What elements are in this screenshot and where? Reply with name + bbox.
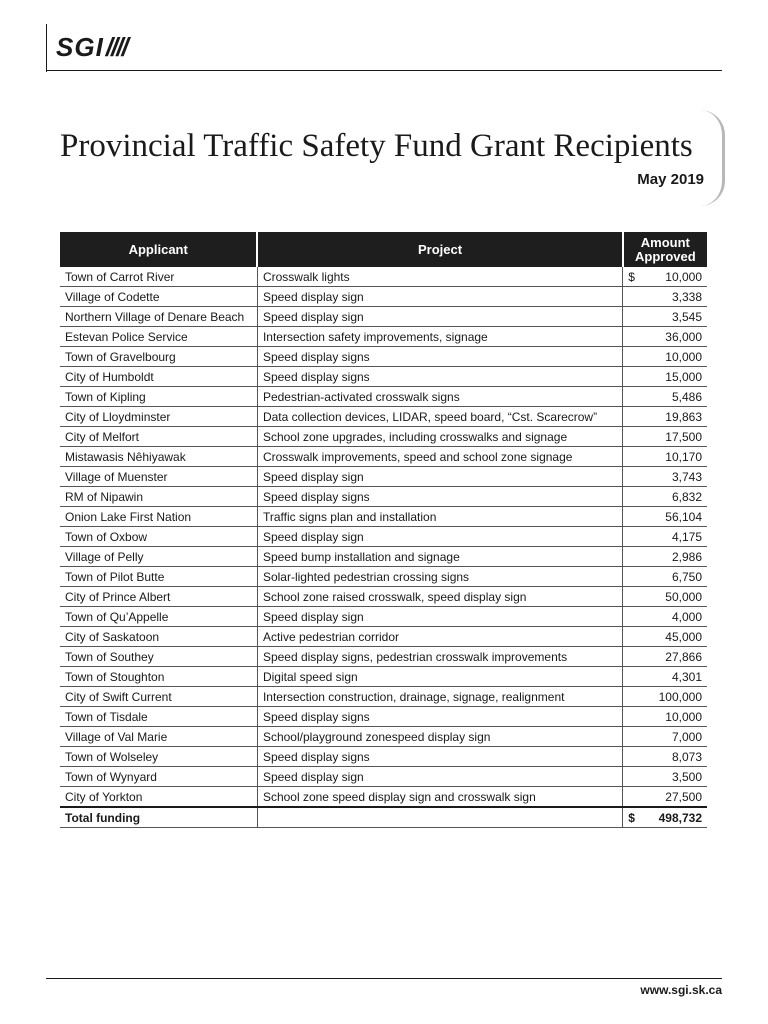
cell-project: Speed display sign — [257, 607, 622, 627]
table-row — [60, 687, 707, 707]
cell-project: Crosswalk improvements, speed and school zone signage — [257, 447, 622, 467]
table-row — [60, 387, 707, 407]
cell-amount: 27,500 — [623, 787, 707, 808]
table-row — [60, 567, 707, 587]
table-row — [60, 667, 707, 687]
cell-applicant: Town of Oxbow — [60, 527, 257, 547]
cell-applicant: Onion Lake First Nation — [60, 507, 257, 527]
header-amount-line: Approved — [635, 248, 696, 264]
table-row — [60, 747, 707, 767]
table-row — [60, 647, 707, 667]
cell-project: Traffic signs plan and installation — [257, 507, 622, 527]
cell-applicant: City of Saskatoon — [60, 627, 257, 647]
cell-amount: 4,000 — [623, 607, 707, 627]
currency-symbol: $ — [628, 810, 635, 825]
footer-url: www.sgi.sk.ca — [640, 983, 722, 997]
cell-applicant: City of Yorkton — [60, 787, 257, 808]
cell-applicant: Estevan Police Service — [60, 327, 257, 347]
header-rule — [46, 70, 722, 71]
cell-amount: 50,000 — [623, 587, 707, 607]
cell-project: Speed display signs — [257, 347, 622, 367]
cell-amount: 3,500 — [623, 767, 707, 787]
cell-amount — [623, 267, 707, 287]
cell-project: School zone raised crosswalk, speed display sign — [257, 587, 622, 607]
cell-applicant: Town of Stoughton — [60, 667, 257, 687]
cell-project: Intersection safety improvements, signage — [257, 327, 622, 347]
table-row — [60, 547, 707, 567]
cell-applicant: Town of Gravelbourg — [60, 347, 257, 367]
total-amount-value: 498,732 — [658, 810, 702, 825]
cell-amount: 5,486 — [623, 387, 707, 407]
cell-applicant: Town of Kipling — [60, 387, 257, 407]
cell-applicant: Town of Carrot River — [60, 267, 257, 287]
cell-applicant: Town of Wynyard — [60, 767, 257, 787]
cell-project: Speed display sign — [257, 307, 622, 327]
cell-amount: 2,986 — [623, 547, 707, 567]
cell-amount: 36,000 — [623, 327, 707, 347]
cell-amount: 4,175 — [623, 527, 707, 547]
cell-project: School/playground zonespeed display sign — [257, 727, 622, 747]
header-project: Project — [257, 232, 622, 267]
cell-project: Intersection construction, drainage, signage, realignment — [257, 687, 622, 707]
cell-applicant: Northern Village of Denare Beach — [60, 307, 257, 327]
cell-applicant: City of Swift Current — [60, 687, 257, 707]
cell-applicant: Town of Southey — [60, 647, 257, 667]
cell-project: Crosswalk lights — [257, 267, 622, 287]
cell-amount: 56,104 — [623, 507, 707, 527]
cell-amount: 10,000 — [623, 347, 707, 367]
cell-project: Speed bump installation and signage — [257, 547, 622, 567]
cell-project: Speed display signs — [257, 487, 622, 507]
cell-project: Solar-lighted pedestrian crossing signs — [257, 567, 622, 587]
total-amount-with-currency — [628, 811, 702, 825]
cell-amount: 3,338 — [623, 287, 707, 307]
cell-amount: 19,863 — [623, 407, 707, 427]
total-row — [60, 807, 707, 828]
table-row — [60, 347, 707, 367]
cell-applicant: Town of Qu’Appelle — [60, 607, 257, 627]
table-row — [60, 447, 707, 467]
cell-amount: 4,301 — [623, 667, 707, 687]
table-row — [60, 327, 707, 347]
table-header-row — [60, 232, 707, 267]
cell-project: Pedestrian-activated crosswalk signs — [257, 387, 622, 407]
cell-amount: 8,073 — [623, 747, 707, 767]
table-row — [60, 767, 707, 787]
cell-project: Speed display sign — [257, 527, 622, 547]
amount-value: 10,000 — [665, 269, 702, 284]
cell-project: Digital speed sign — [257, 667, 622, 687]
logo-divider — [46, 24, 47, 72]
cell-applicant: Village of Val Marie — [60, 727, 257, 747]
logo-slashes: //// — [105, 32, 127, 62]
page-title: Provincial Traffic Safety Fund Grant Recipients — [60, 128, 693, 164]
cell-applicant: Village of Pelly — [60, 547, 257, 567]
currency-symbol: $ — [628, 269, 635, 284]
table-row — [60, 467, 707, 487]
cell-project: Speed display sign — [257, 767, 622, 787]
cell-applicant: Village of Muenster — [60, 467, 257, 487]
cell-amount: 7,000 — [623, 727, 707, 747]
cell-project: Speed display signs — [257, 707, 622, 727]
cell-applicant: City of Lloydminster — [60, 407, 257, 427]
table-row — [60, 487, 707, 507]
table-row — [60, 787, 707, 808]
table-row — [60, 607, 707, 627]
cell-project: Data collection devices, LIDAR, speed board, “Cst. Scarecrow” — [257, 407, 622, 427]
total-project-empty — [257, 807, 622, 828]
cell-project: Speed display signs, pedestrian crosswalk improvements — [257, 647, 622, 667]
cell-project: Speed display signs — [257, 747, 622, 767]
cell-project: Active pedestrian corridor — [257, 627, 622, 647]
header-amount — [623, 232, 707, 267]
cell-applicant: Mistawasis Nêhiyawak — [60, 447, 257, 467]
cell-project: Speed display signs — [257, 367, 622, 387]
cell-project: Speed display sign — [257, 467, 622, 487]
cell-amount: 27,866 — [623, 647, 707, 667]
page-date: May 2019 — [637, 171, 704, 188]
cell-applicant: City of Prince Albert — [60, 587, 257, 607]
cell-amount: 17,500 — [623, 427, 707, 447]
header-amount-line: Amount — [640, 234, 690, 250]
table-row — [60, 727, 707, 747]
cell-amount: 3,545 — [623, 307, 707, 327]
cell-amount: 10,000 — [623, 707, 707, 727]
cell-applicant: Town of Tisdale — [60, 707, 257, 727]
table-row — [60, 627, 707, 647]
table-row — [60, 267, 707, 287]
table-row — [60, 587, 707, 607]
cell-amount: 6,750 — [623, 567, 707, 587]
table-row — [60, 427, 707, 447]
table-row — [60, 407, 707, 427]
cell-applicant: RM of Nipawin — [60, 487, 257, 507]
cell-project: Speed display sign — [257, 287, 622, 307]
cell-project: School zone upgrades, including crosswalks and signage — [257, 427, 622, 447]
table-body — [60, 267, 707, 828]
table-row — [60, 527, 707, 547]
table-row — [60, 507, 707, 527]
table-row — [60, 287, 707, 307]
cell-applicant: Town of Wolseley — [60, 747, 257, 767]
cell-applicant: City of Humboldt — [60, 367, 257, 387]
table-row — [60, 707, 707, 727]
cell-project: School zone speed display sign and crosswalk sign — [257, 787, 622, 808]
grant-recipients-table — [60, 232, 707, 828]
cell-amount: 10,170 — [623, 447, 707, 467]
cell-applicant: City of Melfort — [60, 427, 257, 447]
amount-with-currency — [628, 270, 702, 284]
logo-text: SGI — [56, 32, 104, 62]
cell-amount: 45,000 — [623, 627, 707, 647]
cell-amount: 15,000 — [623, 367, 707, 387]
cell-amount: 3,743 — [623, 467, 707, 487]
title-bracket-decoration — [700, 110, 725, 206]
cell-applicant: Town of Pilot Butte — [60, 567, 257, 587]
footer-rule — [46, 978, 722, 979]
header-applicant: Applicant — [60, 232, 257, 267]
table-row — [60, 307, 707, 327]
total-label: Total funding — [60, 807, 257, 828]
cell-amount: 100,000 — [623, 687, 707, 707]
table-row — [60, 367, 707, 387]
total-amount — [623, 807, 707, 828]
sgi-logo — [56, 32, 127, 63]
cell-amount: 6,832 — [623, 487, 707, 507]
cell-applicant: Village of Codette — [60, 287, 257, 307]
